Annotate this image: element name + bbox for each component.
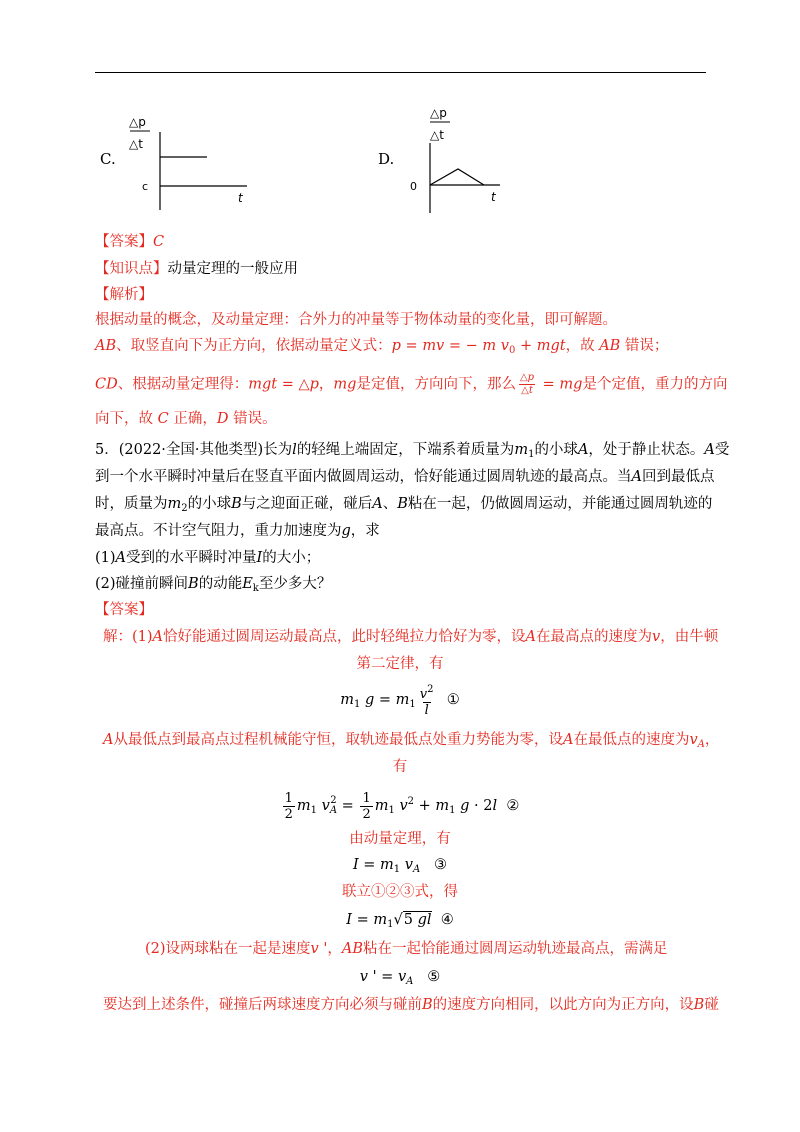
q4-cd-eq2: = — [538, 376, 560, 393]
q4-cd-l2b: 正确， — [168, 411, 217, 427]
q5-l2-A: A — [631, 469, 642, 485]
eq3-m-sub: 1 — [393, 864, 401, 875]
eq5-prime: ' — [367, 969, 377, 985]
eq2-m-sub: 1 — [310, 805, 318, 816]
eq4 — [0, 910, 800, 935]
sol-s1b: 恰好能通过圆周运动最高点，此时轻绳拉力恰好为零，设 — [163, 629, 526, 645]
q5-l3-B2: B — [397, 496, 408, 512]
eq5-v2: v — [397, 969, 407, 985]
q4-cd-frac-num: △p — [519, 372, 535, 383]
sol-s6-B: B — [422, 997, 433, 1013]
eq2-m2: m — [374, 798, 389, 814]
eq4-inner-5: 5 — [403, 912, 413, 928]
q4-cd-line2 — [95, 409, 277, 429]
eq4-I: I — [346, 912, 352, 928]
eq4-inner-gl: gl — [417, 912, 432, 928]
eq2-plus: + — [414, 798, 436, 814]
sol-s2b: 在最低点的速度为 — [573, 732, 690, 748]
q5-l3a: 时，质量为 — [95, 496, 168, 512]
option-c-ylabel-num: △p — [129, 115, 146, 129]
eq2 — [0, 784, 800, 829]
eq5-eq: = — [376, 969, 398, 985]
q5-l3b: 的小球 — [187, 496, 232, 512]
option-d-line — [430, 169, 484, 185]
option-d-label: D. — [378, 150, 395, 168]
q5-sub2b: 的动能 — [198, 576, 243, 592]
q4-cd-prefix: CD — [95, 376, 118, 393]
option-d-ylabel-den: △t — [430, 128, 444, 142]
q5-sub2c: 至少多大？ — [258, 576, 332, 592]
sol-s1d: ，由牛顿 — [660, 629, 719, 645]
sol-s6a: 要达到上述条件，碰撞后两球速度方向必须与碰前 — [103, 997, 422, 1013]
eq2-n2: 1 — [362, 790, 371, 806]
eq1-den: l — [424, 703, 429, 718]
sol-s2c: ， — [704, 732, 720, 748]
sol-s5c: 粘在一起恰能通过圆周运动轨迹最高点，需满足 — [363, 941, 668, 957]
eq1 — [0, 682, 800, 723]
q4-ab-m: m — [482, 338, 497, 354]
q4-ab-eq1: = — [400, 338, 423, 354]
q4-analysis-line1: 根据动量的概念，及动量定理：合外力的冲量等于物体动量的变化量，即可解题。 — [95, 312, 617, 328]
eq4-radicand — [403, 911, 432, 928]
q4-ab-p: p — [391, 338, 401, 354]
sol-line4: 有 — [392, 759, 408, 775]
sol-s5a: (2)设两球粘在一起是速度 — [145, 941, 311, 957]
q4-ab-suffix: 错误； — [620, 338, 669, 354]
eq2-v-sub: A — [329, 805, 338, 816]
q4-cd-mgt: mgt — [248, 376, 278, 393]
eq1-g: g — [360, 692, 375, 708]
q4-cd-fraction — [518, 372, 536, 397]
sol-s1-A: A — [152, 629, 164, 645]
eq4-eq: = — [352, 912, 374, 928]
eq2-d1: 2 — [284, 806, 293, 822]
eq3-tag: ③ — [434, 857, 448, 873]
q4-ab-text: 、取竖直向下为正方向，依据动量定义式： — [116, 338, 392, 354]
q4-ab-v: v — [500, 338, 509, 354]
q5-l3-B: B — [231, 496, 242, 512]
sol-s5-prime: ' — [318, 941, 328, 957]
option-d-graph — [398, 95, 508, 220]
q5-l4b: ，求 — [350, 523, 380, 539]
q5-sub1-I: I — [256, 550, 263, 566]
q4-cd-l2a: 向下，故 — [95, 411, 158, 427]
q4-cd-frac-den: △t — [521, 385, 533, 396]
sol-s2-A: A — [103, 732, 114, 748]
option-c-xlabel: t — [238, 191, 243, 205]
eq1-eq: = — [374, 692, 396, 708]
q4-cd-text2: 是定值，方向向下，那么 — [356, 376, 516, 393]
eq2-v-sup: 2 — [330, 795, 337, 806]
q5-l3e: 粘在一起，仍做圆周运动，并能通过圆周轨迹的 — [407, 496, 713, 512]
q5-line3 — [95, 494, 712, 519]
q4-ab-suffix-letters: AB — [599, 338, 621, 354]
eq3-eq: = — [358, 857, 381, 873]
q5-l1c: 的小球 — [534, 442, 578, 458]
q5-l3-m: m — [167, 496, 182, 512]
q5-sub1a: 受到的水平瞬时冲量 — [126, 550, 257, 566]
option-c-origin: c — [142, 180, 149, 193]
q5-l1-m-sub: 1 — [528, 449, 535, 460]
q4-cd-l2e: 错误。 — [228, 411, 277, 427]
q5-line1 — [95, 440, 729, 465]
sol-s1-A2: A — [525, 629, 537, 645]
q4-cd-l2d: D — [216, 411, 229, 427]
sol-line3 — [103, 730, 719, 755]
eq2-eq: = — [337, 798, 359, 814]
q4-ab-comma: ，故 — [565, 338, 600, 354]
q5-l1-A: A — [577, 442, 589, 458]
option-d-xlabel: t — [491, 190, 496, 204]
eq2-m3-sub: 1 — [449, 805, 456, 816]
q5-l3c: 与之迎面正碰，碰后 — [241, 496, 373, 512]
q5-sub2-k: k — [252, 583, 259, 594]
q4-cd-line — [95, 372, 727, 397]
eq1-m2-sub: 1 — [409, 699, 416, 710]
q5-source: (2022·全国·其他类型) — [118, 442, 264, 458]
sol-s2-v: v — [689, 732, 698, 748]
q5-line4 — [95, 521, 380, 541]
sol-s1a: 解：(1) — [103, 629, 153, 645]
q4-ab-prefix: AB — [95, 338, 117, 354]
sol-line6: 联立①②③式，得 — [342, 884, 458, 900]
q5-l1a: 长为 — [263, 442, 293, 458]
q5-answer-tag: 【答案】 — [95, 602, 153, 618]
q5-l1b: 的轻绳上端固定，下端系着质量为 — [296, 442, 515, 458]
q4-cd-text3: 是个定值，重力的方向 — [582, 376, 728, 393]
q4-knowledge-line — [95, 259, 298, 279]
q5-sub1-A: A — [115, 550, 127, 566]
q5-sub2-num: (2) — [95, 576, 116, 592]
q4-knowledge-tag: 【知识点】 — [95, 261, 168, 277]
eq2-l: l — [492, 798, 498, 814]
q5-sub1b: 的大小； — [262, 550, 321, 566]
sol-s5-AB: AB — [341, 941, 363, 957]
eq3-I: I — [352, 857, 359, 873]
q4-ab-line — [95, 336, 668, 361]
q5-sub2-B: B — [188, 576, 199, 592]
eq2-tag: ② — [506, 798, 520, 814]
option-c-graph — [125, 110, 250, 220]
eq1-m2: m — [395, 692, 410, 708]
sol-s1-v: v — [652, 629, 661, 645]
eq1-m: m — [340, 692, 354, 708]
q5-l3-m-sub: 2 — [181, 503, 188, 514]
q4-answer-tag: 【答案】 — [95, 234, 153, 250]
q5-l1-m: m — [514, 442, 529, 458]
eq3-v-sub: A — [412, 864, 421, 875]
eq2-m2-sub: 1 — [388, 805, 395, 816]
q4-knowledge-value: 动量定理的一般应用 — [167, 261, 298, 277]
q5-l4-g: g — [341, 523, 351, 539]
option-c-label: C. — [100, 150, 116, 168]
eq2-m3: m — [435, 798, 450, 814]
q5-l3-A: A — [372, 496, 383, 512]
eq2-n1: 1 — [284, 790, 293, 806]
sol-s5b: ， — [327, 941, 342, 957]
eq2-m: m — [296, 798, 311, 814]
option-d-origin: 0 — [410, 180, 417, 193]
q5-line2 — [95, 467, 714, 487]
eq2-frac2 — [360, 791, 372, 822]
q5-l1e: 受 — [714, 442, 730, 458]
sol-s6b: 的速度方向相同，以此方向为正方向，设 — [432, 997, 694, 1013]
q5-l2a: 到一个水平瞬时冲量后在竖直平面内做圆周运动，恰好能通过圆周轨迹的最高点。当 — [95, 469, 632, 485]
sol-s1c: 在最高点的速度为 — [536, 629, 653, 645]
q4-ab-v-sub: 0 — [508, 345, 516, 356]
q4-answer-line — [95, 232, 164, 252]
sol-line1 — [103, 627, 718, 647]
q5-l2b: 回到最低点 — [641, 469, 715, 485]
sol-line5: 由动量定理，有 — [349, 831, 451, 847]
q4-ab-mv: mv — [422, 338, 445, 354]
eq1-num-sup: 2 — [427, 684, 434, 695]
sol-s5-v: v — [310, 941, 319, 957]
eq2-g: g — [455, 798, 470, 814]
sol-line2: 第二定律，有 — [356, 656, 444, 672]
q4-ab-mgt: mgt — [536, 338, 566, 354]
q5-sub1-num: (1) — [95, 550, 116, 566]
eq2-frac1 — [283, 791, 295, 822]
eq5-v: v — [359, 969, 368, 985]
eq3 — [0, 855, 800, 880]
eq2-dot: · 2 — [469, 798, 493, 814]
header-rule — [95, 72, 706, 73]
sol-s2-v-sub: A — [697, 739, 705, 750]
q5-l1-A2: A — [704, 442, 715, 458]
sol-s2-A2: A — [562, 732, 574, 748]
eq4-root: √ — [393, 912, 403, 928]
q5-sub2-E: E — [242, 576, 253, 592]
sol-s6c: 碰 — [704, 997, 719, 1013]
q4-cd-l2c: C — [157, 411, 169, 427]
eq2-d2: 2 — [362, 806, 371, 822]
eq3-m: m — [380, 857, 394, 873]
eq1-num-v: v — [419, 687, 428, 702]
q4-ab-plus: + — [515, 338, 537, 354]
q4-cd-comma: ， — [318, 376, 334, 393]
eq1-frac — [418, 682, 436, 718]
option-d-ylabel-num: △p — [430, 106, 447, 120]
q5-l1d: ，处于静止状态。 — [588, 442, 705, 458]
q4-cd-text1: 、根据动量定理得： — [117, 376, 249, 393]
option-d — [378, 95, 508, 220]
q4-cd-delta-p: △p — [298, 376, 319, 393]
q5-sub1 — [95, 548, 320, 568]
q5-sub2a: 碰撞前瞬间 — [115, 576, 189, 592]
q5-number: 5． — [95, 442, 119, 458]
sol-line7 — [145, 939, 668, 959]
sol-s6-B2: B — [693, 997, 705, 1013]
q4-analysis-tag: 【解析】 — [95, 287, 153, 303]
sol-line8 — [103, 995, 719, 1015]
eq2-v2-sup: 2 — [407, 796, 415, 807]
eq4-m-sub: 1 — [387, 919, 394, 930]
sol-s2a: 从最低点到最高点过程机械能守恒，取轨迹最低点处重力势能为零，设 — [113, 732, 563, 748]
eq4-m: m — [373, 912, 388, 928]
eq5-v2-sub: A — [406, 976, 414, 987]
q4-cd-mg: mg — [333, 376, 357, 393]
eq2-v2: v — [399, 798, 408, 814]
q4-cd-mg2: mg — [559, 376, 583, 393]
eq2-v: v — [321, 798, 330, 814]
eq1-m-sub: 1 — [354, 699, 361, 710]
eq4-tag: ④ — [440, 912, 454, 928]
eq3-v: v — [404, 857, 413, 873]
q5-l1-l: l — [292, 442, 297, 458]
q4-answer-value: C — [153, 234, 165, 250]
q5-l3d: 、 — [382, 496, 398, 512]
option-c — [100, 110, 250, 220]
eq1-tag: ① — [446, 692, 460, 708]
q4-cd-eq: = — [277, 376, 299, 393]
q5-sub2 — [95, 574, 331, 599]
eq5 — [0, 967, 800, 992]
q4-ab-eq2: = − — [444, 338, 483, 354]
q5-l4a: 最高点。不计空气阻力，重力加速度为 — [95, 523, 342, 539]
eq5-tag: ⑤ — [427, 969, 441, 985]
option-c-ylabel-den: △t — [129, 137, 143, 151]
